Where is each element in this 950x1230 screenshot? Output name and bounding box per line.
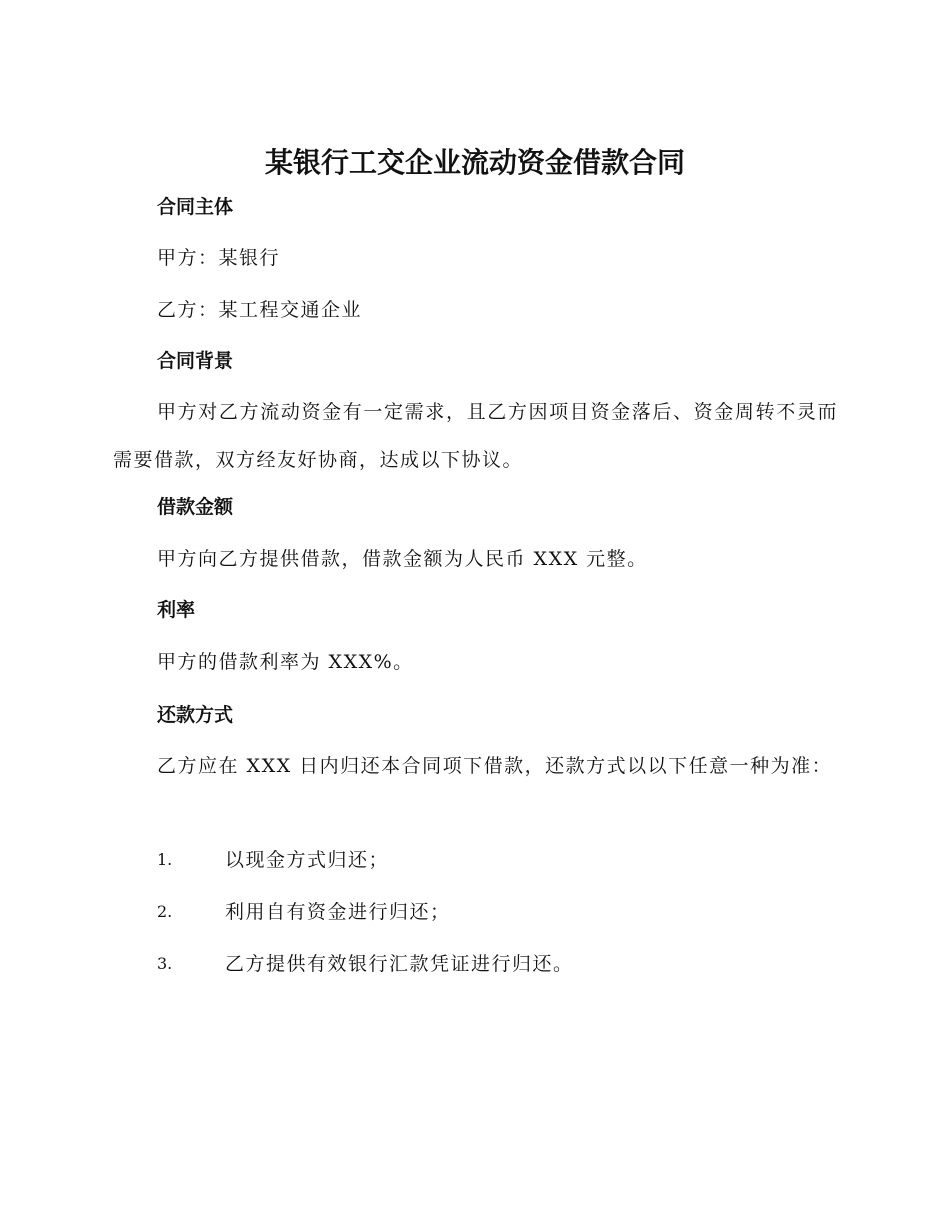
repayment-paragraph: 乙方应在 XXX 日内归还本合同项下借款，还款方式以以下任意一种为准： — [157, 755, 833, 777]
section-heading-interest: 利率 — [157, 599, 196, 621]
list-item — [157, 899, 837, 925]
list-item-text: 乙方提供有效银行汇款凭证进行归还。 — [225, 953, 574, 975]
background-paragraph: 甲方对乙方流动资金有一定需求，且乙方因项目资金落后、资金周转不灵而需要借款，双方经友好协商，达成以下协议。 — [113, 401, 838, 471]
list-item — [157, 951, 837, 977]
party-b-line: 乙方：某工程交通企业 — [157, 299, 363, 321]
list-item-text: 利用自有资金进行归还； — [225, 901, 451, 923]
list-item-number: 1. — [157, 850, 173, 869]
section-heading-repayment: 还款方式 — [157, 704, 234, 726]
interest-paragraph: 甲方的借款利率为 XXX%。 — [157, 651, 414, 673]
list-item-text: 以现金方式归还； — [225, 849, 390, 871]
list-item-number: 3. — [157, 954, 173, 973]
section-heading-parties: 合同主体 — [157, 196, 234, 218]
document-title: 某银行工交企业流动资金借款合同 — [264, 146, 685, 179]
section-heading-amount: 借款金额 — [157, 496, 234, 518]
list-item — [157, 847, 837, 873]
section-heading-background: 合同背景 — [157, 350, 234, 372]
amount-paragraph: 甲方向乙方提供借款，借款金额为人民币 XXX 元整。 — [157, 548, 648, 570]
party-a-line: 甲方：某银行 — [157, 247, 281, 269]
list-item-number: 2. — [157, 902, 173, 921]
